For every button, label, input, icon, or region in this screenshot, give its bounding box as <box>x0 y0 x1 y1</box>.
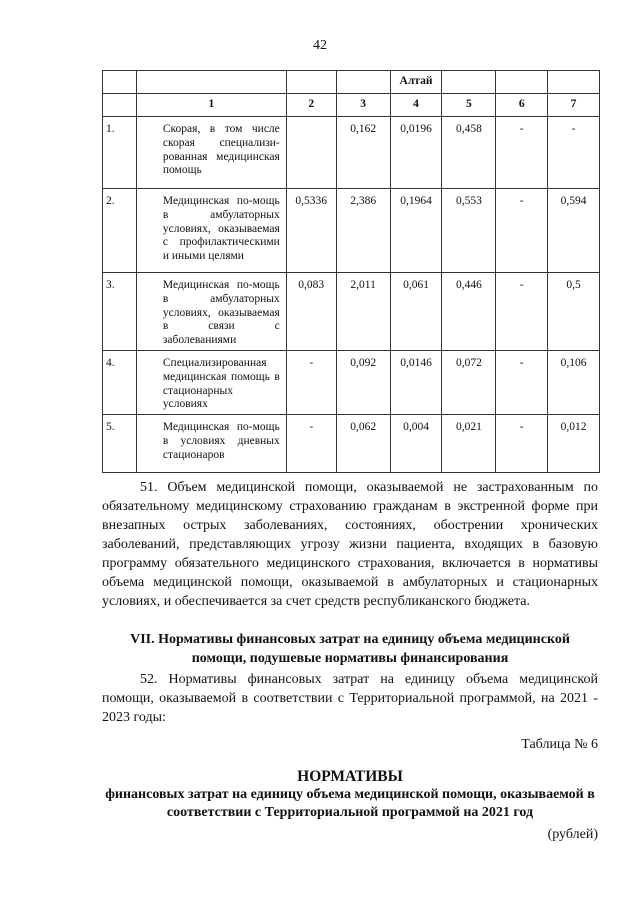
section-title: VII. Нормативы финансовых затрат на единицу объема медицинской помощи, подушевые нормативы финансирования <box>130 632 570 666</box>
table-header-cell <box>286 71 336 94</box>
cell-value: - <box>286 350 336 414</box>
cell-value: 0,5 <box>548 273 600 351</box>
cell-value: 0,062 <box>336 415 390 473</box>
region-header: Алтай <box>390 71 442 94</box>
cell-value: 0,594 <box>548 189 600 273</box>
unit-label: (рублей) <box>547 827 598 842</box>
table-row <box>103 415 600 473</box>
cell-value: 0,012 <box>548 415 600 473</box>
cell-value: 0,061 <box>390 273 442 351</box>
norms-title-main: НОРМАТИВЫ <box>297 768 403 785</box>
cell-value: 0,106 <box>548 350 600 414</box>
table-header-cell <box>336 71 390 94</box>
row-index: 5. <box>103 415 137 473</box>
paragraph-51: 51. Объем медицинской помощи, оказываемой не застрахованным по обязательному медицинскому страхованию гражданам в экстренной форме при внезапных острых заболеваниях, состояниях, обострении хронических заболеваний, представляющих угрозу жизни пациента, входящих в базовую программу обязательного медицинского страхования, включается в нормативы объема медицинской помощи, оказываемой в амбулаторных и стационарных условиях, и обеспечивается за счет средств республиканского бюджета. <box>102 480 598 609</box>
table-header-cell <box>442 71 496 94</box>
cell-value: 0,458 <box>442 117 496 189</box>
column-number: 1 <box>136 94 286 117</box>
column-number: 7 <box>548 94 600 117</box>
cell-value: - <box>496 117 548 189</box>
cell-value: 0,072 <box>442 350 496 414</box>
cell-value: 0,083 <box>286 273 336 351</box>
table-header-row-numbers <box>103 94 600 117</box>
cell-value: 0,5336 <box>286 189 336 273</box>
cell-value: 0,021 <box>442 415 496 473</box>
cell-value: - <box>496 350 548 414</box>
cell-value <box>286 117 336 189</box>
column-number: 3 <box>336 94 390 117</box>
cell-value: 0,0146 <box>390 350 442 414</box>
page-number: 42 <box>313 38 327 53</box>
column-number: 6 <box>496 94 548 117</box>
table-row <box>103 350 600 414</box>
table-header-cell <box>103 94 137 117</box>
data-table <box>102 70 600 473</box>
row-name: Медицинская по-мощь в амбулаторных условиях, оказываемая с профилактическими и иными целями <box>136 189 286 273</box>
table-header-cell <box>496 71 548 94</box>
column-number: 4 <box>390 94 442 117</box>
column-number: 2 <box>286 94 336 117</box>
table-header-row-region <box>103 71 600 94</box>
row-name: Медицинская по-мощь в амбулаторных условиях, оказываемая в связи с заболеваниями <box>136 273 286 351</box>
cell-value: - <box>496 415 548 473</box>
cell-value: 2,386 <box>336 189 390 273</box>
cell-value: 2,011 <box>336 273 390 351</box>
table-header-cell <box>103 71 137 94</box>
row-name: Медицинская по-мощь в условиях дневных стационаров <box>136 415 286 473</box>
column-number: 5 <box>442 94 496 117</box>
cell-value: - <box>548 117 600 189</box>
cell-value: 0,092 <box>336 350 390 414</box>
cell-value: 0,553 <box>442 189 496 273</box>
table-label: Таблица № 6 <box>521 737 598 752</box>
norms-title-sub: финансовых затрат на единицу объема медицинской помощи, оказываемой в соответствии с Территориальной программой на 2021 год <box>105 787 595 820</box>
table-header-cell <box>136 71 286 94</box>
cell-value: 0,162 <box>336 117 390 189</box>
cell-value: - <box>496 273 548 351</box>
row-name: Специализированная медицинская помощь в стационарных условиях <box>136 350 286 414</box>
row-index: 3. <box>103 273 137 351</box>
cell-value: - <box>496 189 548 273</box>
cell-value: 0,0196 <box>390 117 442 189</box>
table-row <box>103 117 600 189</box>
cell-value: 0,1964 <box>390 189 442 273</box>
table-row <box>103 273 600 351</box>
cell-value: 0,004 <box>390 415 442 473</box>
norms-title <box>102 768 598 822</box>
row-index: 4. <box>103 350 137 414</box>
cell-value: 0,446 <box>442 273 496 351</box>
cell-value: - <box>286 415 336 473</box>
row-index: 1. <box>103 117 137 189</box>
table-header-cell <box>548 71 600 94</box>
row-index: 2. <box>103 189 137 273</box>
paragraph-52: 52. Нормативы финансовых затрат на единицу объема медицинской помощи, оказываемой в соответствии с Территориальной программой, на 2021 - 2023 годы: <box>102 672 598 725</box>
row-name: Скорая, в том числе скорая специализи-рованная медицинская помощь <box>136 117 286 189</box>
table-row <box>103 189 600 273</box>
